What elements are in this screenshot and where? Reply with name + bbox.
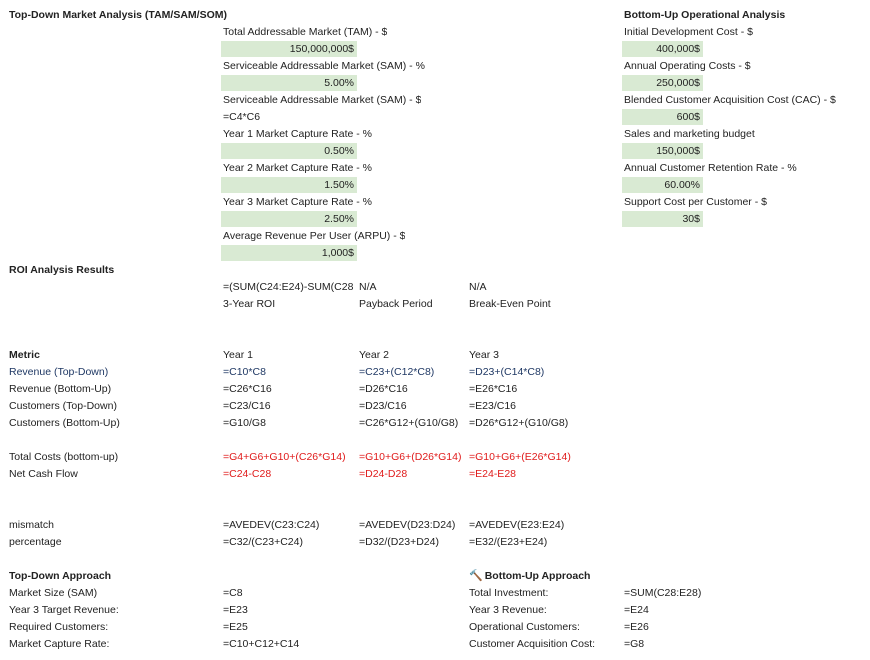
support-cost-input-cell[interactable]: 30$ [622, 211, 703, 227]
td-required-customers-label: Required Customers: [9, 621, 109, 633]
customers-bottomup-y2-cell[interactable]: =C26*G12+(G10/G8) [359, 417, 459, 429]
ops-cost-label: Annual Operating Costs - $ [624, 60, 751, 72]
revenue-bottomup-label: Revenue (Bottom-Up) [9, 383, 112, 395]
bottomup-approach-title [469, 568, 590, 584]
revenue-topdown-label: Revenue (Top-Down) [9, 366, 109, 378]
percentage-y1-cell[interactable]: =C32/(C23+C24) [223, 536, 303, 548]
year1-column-header: Year 1 [223, 349, 253, 361]
support-cost-label: Support Cost per Customer - $ [624, 196, 767, 208]
hammer-icon: 🔨 [469, 570, 483, 582]
revenue-bottomup-y2-cell[interactable]: =D26*C16 [359, 383, 408, 395]
bu-y3-revenue-label: Year 3 Revenue: [469, 604, 547, 616]
mismatch-y2-cell[interactable]: =AVEDEV(D23:D24) [359, 519, 456, 531]
net-cash-flow-y1-cell[interactable]: =C24-C28 [223, 468, 272, 480]
y1-capture-label: Year 1 Market Capture Rate - % [223, 128, 373, 140]
breakeven-value-cell[interactable]: N/A [469, 281, 487, 293]
sam-usd-label: Serviceable Addressable Market (SAM) - $ [223, 94, 422, 106]
percentage-y2-cell[interactable]: =D32/(D23+D24) [359, 536, 439, 548]
customers-topdown-label: Customers (Top-Down) [9, 400, 117, 412]
td-market-size-cell[interactable]: =C8 [223, 587, 243, 599]
td-capture-rate-label: Market Capture Rate: [9, 638, 110, 650]
retention-label: Annual Customer Retention Rate - % [624, 162, 797, 174]
cac-input-cell[interactable]: 600$ [622, 109, 703, 125]
retention-input-cell[interactable]: 60.00% [622, 177, 703, 193]
arpu-label: Average Revenue Per User (ARPU) - $ [223, 230, 406, 242]
y2-capture-label: Year 2 Market Capture Rate - % [223, 162, 373, 174]
customers-topdown-y1-cell[interactable]: =C23/C16 [223, 400, 271, 412]
year2-column-header: Year 2 [359, 349, 389, 361]
td-y3-revenue-cell[interactable]: =E23 [223, 604, 248, 616]
year3-column-header: Year 3 [469, 349, 499, 361]
revenue-bottomup-y1-cell[interactable]: =C26*C16 [223, 383, 272, 395]
breakeven-label: Break-Even Point [469, 298, 551, 310]
roi-label: 3-Year ROI [223, 298, 276, 310]
customers-bottomup-y3-cell[interactable]: =D26*G12+(G10/G8) [469, 417, 569, 429]
y3-capture-label: Year 3 Market Capture Rate - % [223, 196, 373, 208]
total-costs-label: Total Costs (bottom-up) [9, 451, 119, 463]
bu-y3-revenue-cell[interactable]: =E24 [624, 604, 649, 616]
td-capture-rate-cell[interactable]: =C10+C12+C14 [223, 638, 300, 650]
sam-pct-label: Serviceable Addressable Market (SAM) - % [223, 60, 425, 72]
topdown-approach-title: Top-Down Approach [9, 570, 112, 582]
revenue-topdown-y2-cell[interactable]: =C23+(C12*C8) [359, 366, 435, 378]
customers-topdown-y2-cell[interactable]: =D23/C16 [359, 400, 407, 412]
ops-cost-input-cell[interactable]: 250,000$ [622, 75, 703, 91]
y3-capture-input-cell[interactable]: 2.50% [221, 211, 357, 227]
bu-total-investment-label: Total Investment: [469, 587, 549, 599]
bu-operational-customers-label: Operational Customers: [469, 621, 580, 633]
total-costs-y2-cell[interactable]: =G10+G6+(D26*G14) [359, 451, 462, 463]
net-cash-flow-label: Net Cash Flow [9, 468, 78, 480]
bottomup-section-title: Bottom-Up Operational Analysis [624, 9, 786, 21]
metric-column-header: Metric [9, 349, 40, 361]
td-market-size-label: Market Size (SAM) [9, 587, 98, 599]
payback-label: Payback Period [359, 298, 433, 310]
topdown-section-title: Top-Down Market Analysis (TAM/SAM/SOM) [9, 9, 227, 21]
td-y3-revenue-label: Year 3 Target Revenue: [9, 604, 119, 616]
customers-bottomup-y1-cell[interactable]: =G10/G8 [223, 417, 266, 429]
sm-budget-label: Sales and marketing budget [624, 128, 755, 140]
mismatch-y3-cell[interactable]: =AVEDEV(E23:E24) [469, 519, 565, 531]
tam-label: Total Addressable Market (TAM) - $ [223, 26, 388, 38]
percentage-label: percentage [9, 536, 62, 548]
sam-usd-formula-cell[interactable]: =C4*C6 [223, 111, 261, 123]
bu-operational-customers-cell[interactable]: =E26 [624, 621, 649, 633]
customers-topdown-y3-cell[interactable]: =E23/C16 [469, 400, 516, 412]
dev-cost-input-cell[interactable]: 400,000$ [622, 41, 703, 57]
cac-label: Blended Customer Acquisition Cost (CAC) - $ [624, 94, 836, 106]
tam-input-cell[interactable]: 150,000,000$ [221, 41, 357, 57]
td-required-customers-cell[interactable]: =E25 [223, 621, 248, 633]
percentage-y3-cell[interactable]: =E32/(E23+E24) [469, 536, 548, 548]
customers-bottomup-label: Customers (Bottom-Up) [9, 417, 120, 429]
total-costs-y3-cell[interactable]: =G10+G6+(E26*G14) [469, 451, 571, 463]
payback-value-cell[interactable]: N/A [359, 281, 377, 293]
net-cash-flow-y3-cell[interactable]: =E24-E28 [469, 468, 516, 480]
mismatch-y1-cell[interactable]: =AVEDEV(C23:C24) [223, 519, 320, 531]
mismatch-label: mismatch [9, 519, 54, 531]
sm-budget-input-cell[interactable]: 150,000$ [622, 143, 703, 159]
bu-cac-cell[interactable]: =G8 [624, 638, 645, 650]
y1-capture-input-cell[interactable]: 0.50% [221, 143, 357, 159]
revenue-topdown-y1-cell[interactable]: =C10*C8 [223, 366, 266, 378]
roi-section-title: ROI Analysis Results [9, 264, 115, 276]
arpu-input-cell[interactable]: 1,000$ [221, 245, 357, 261]
net-cash-flow-y2-cell[interactable]: =D24-D28 [359, 468, 408, 480]
bu-cac-label: Customer Acquisition Cost: [469, 638, 596, 650]
bu-total-investment-cell[interactable]: =SUM(C28:E28) [624, 587, 702, 599]
total-costs-y1-cell[interactable]: =G4+G6+G10+(C26*G14) [223, 451, 346, 463]
sam-pct-input-cell[interactable]: 5.00% [221, 75, 357, 91]
roi-formula-cell[interactable]: =(SUM(C24:E24)-SUM(C28 [223, 281, 354, 293]
dev-cost-label: Initial Development Cost - $ [624, 26, 753, 38]
revenue-bottomup-y3-cell[interactable]: =E26*C16 [469, 383, 518, 395]
revenue-topdown-y3-cell[interactable]: =D23+(C14*C8) [469, 366, 545, 378]
bottomup-approach-title-text: Bottom-Up Approach [484, 570, 591, 582]
y2-capture-input-cell[interactable]: 1.50% [221, 177, 357, 193]
